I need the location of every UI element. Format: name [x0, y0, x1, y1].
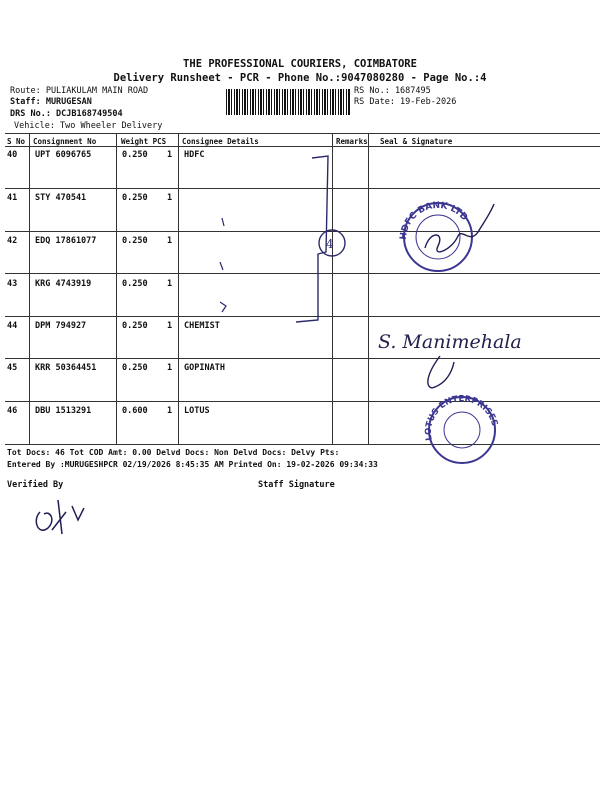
- row-45-consignment: KRR 50364451: [35, 363, 97, 373]
- drs-number: DRS No.: DCJB168749504: [10, 109, 123, 119]
- row-45-sno: 45: [7, 363, 18, 373]
- bracket-mark: [296, 156, 328, 322]
- row-40-consignee: HDFC: [184, 150, 205, 160]
- row-43-weight: 0.250: [122, 279, 148, 289]
- row-44-weight: 0.250: [122, 321, 148, 331]
- row-46-consignee: LOTUS: [184, 406, 210, 416]
- col-weight-pcs: Weight PCS: [121, 137, 167, 146]
- row-42-sno: 42: [7, 236, 18, 246]
- row-46-pcs: 1: [167, 406, 173, 416]
- row-44-pcs: 1: [167, 321, 173, 331]
- hdfc-stamp: [399, 201, 472, 271]
- row-46-sno: 46: [7, 406, 18, 416]
- row-43-sno: 43: [7, 279, 18, 289]
- row-42-consignment: EDQ 17861077: [35, 236, 97, 246]
- row-45-weight: 0.250: [122, 363, 148, 373]
- svg-text:LOTUS ENTERPRISES: [424, 394, 499, 441]
- rs-date: RS Date: 19-Feb-2026: [354, 97, 457, 107]
- row-43-consignment: KRG 4743919: [35, 279, 92, 289]
- row-40-pcs: 1: [167, 150, 173, 160]
- row-43-pcs: 1: [167, 279, 173, 289]
- svg-text:4: 4: [326, 237, 334, 251]
- row-41-pcs: 1: [167, 193, 173, 203]
- row-41-sno: 41: [7, 193, 18, 203]
- row-40-consignment: UPT 6096765: [35, 150, 92, 160]
- col-consignment: Consignment No: [33, 137, 97, 146]
- staff-label: Staff: MURUGESAN: [10, 97, 92, 107]
- vehicle-label: Vehicle: Two Wheeler Delivery: [14, 121, 163, 131]
- verified-by-label: Verified By: [7, 480, 64, 490]
- lotus-stamp-text: LOTUS ENTERPRISES: [423, 394, 500, 442]
- runsheet-subtitle: Delivery Runsheet - PCR - Phone No.:9047080280 - Page No.:4: [113, 72, 487, 84]
- row-44-consignee: CHEMIST: [184, 321, 220, 331]
- row-46-consignment: DBU 1513291: [35, 406, 92, 416]
- row-42-pcs: 1: [167, 236, 173, 246]
- row-40-weight: 0.250: [122, 150, 148, 160]
- row-46-weight: 0.600: [122, 406, 148, 416]
- totals-line: Tot Docs: 46 Tot COD Amt: 0.00 Delvd Docs: Non Delvd Docs: Delvy Pts:: [7, 448, 340, 457]
- row-44-consignment: DPM 794927: [35, 321, 87, 331]
- staff-signature-label: Staff Signature: [258, 480, 335, 490]
- row-44-sno: 44: [7, 321, 18, 331]
- rs-number: RS No.: 1687495: [354, 86, 431, 96]
- signature-chemist: [428, 356, 454, 388]
- row-45-consignee: GOPINATH: [184, 363, 225, 373]
- verified-signature: [36, 500, 84, 534]
- row-45-pcs: 1: [167, 363, 173, 373]
- hdfc-stamp-text: HDFC BANK LTD: [398, 200, 470, 241]
- lotus-stamp: [424, 394, 499, 463]
- col-sno: S No: [7, 137, 26, 146]
- tick-marks: [220, 218, 226, 312]
- company-title: THE PROFESSIONAL COURIERS, COIMBATORE: [183, 58, 417, 70]
- row-41-consignment: STY 470541: [35, 193, 87, 203]
- handwritten-name: S. Manimehala: [378, 331, 522, 353]
- row-41-weight: 0.250: [122, 193, 148, 203]
- route-label: Route: PULIAKULAM MAIN ROAD: [10, 86, 149, 96]
- row-42-weight: 0.250: [122, 236, 148, 246]
- col-seal: Seal & Signature: [380, 137, 453, 146]
- col-remarks: Remarks: [336, 137, 368, 146]
- entered-by-line: Entered By :MURUGESHPCR 02/19/2026 8:45:35 AM Printed On: 19-02-2026 09:34:33: [7, 460, 378, 469]
- row-40-sno: 40: [7, 150, 18, 160]
- col-consignee: Consignee Details: [182, 137, 259, 146]
